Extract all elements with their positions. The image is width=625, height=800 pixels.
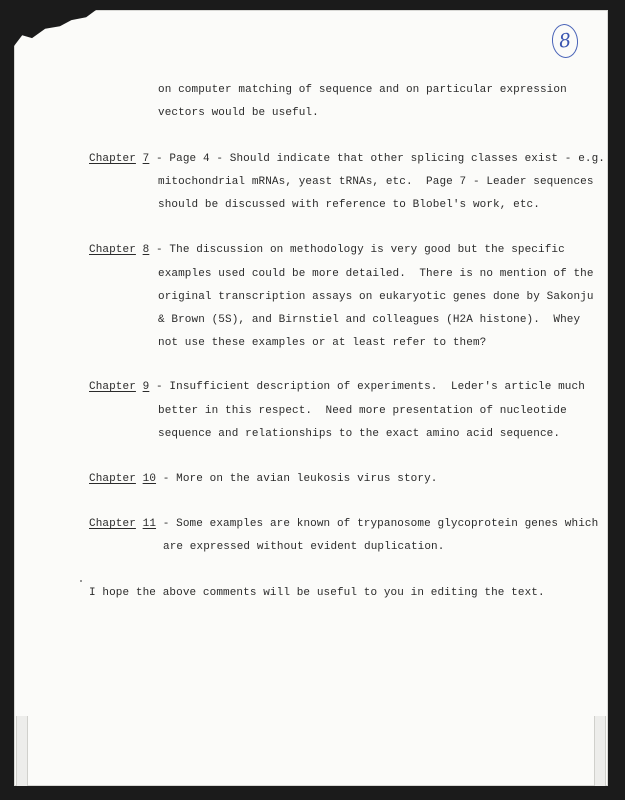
intro-line-1: on computer matching of sequence and on particular expression	[158, 84, 567, 96]
chapter-number: 7	[142, 153, 150, 165]
chapter-line: - Some examples are known of trypanosome glycoprotein genes which	[162, 518, 599, 530]
chapter-number: 10	[142, 473, 157, 485]
chapter-label: Chapter	[89, 244, 136, 256]
chapter-line: sequence and relationships to the exact amino acid sequence.	[158, 428, 561, 440]
chapter-line: - Page 4 - Should indicate that other splicing classes exist - e.g.	[156, 153, 606, 165]
chapter-number: 9	[142, 381, 150, 393]
chapter-line: & Brown (5S), and Birnstiel and colleagues (H2A histone). Whey	[158, 314, 581, 326]
chapter-number: 8	[142, 244, 150, 256]
chapter-label: Chapter	[89, 153, 136, 165]
paper-sheet	[14, 10, 608, 786]
chapter-10-heading	[89, 473, 437, 485]
chapter-11-heading	[89, 518, 598, 530]
binder-tab-right	[594, 716, 606, 786]
chapter-line: - Insufficient description of experiments. Leder's article much	[156, 381, 585, 393]
chapter-line: examples used could be more detailed. There is no mention of the	[158, 268, 594, 280]
closing-line: I hope the above comments will be useful to you in editing the text.	[89, 587, 545, 599]
chapter-line: - The discussion on methodology is very good but the specific	[156, 244, 565, 256]
chapter-label: Chapter	[89, 381, 136, 393]
chapter-line: better in this respect. Need more presentation of nucleotide	[158, 405, 567, 417]
chapter-number: 11	[142, 518, 157, 530]
intro-line-2: vectors would be useful.	[158, 107, 319, 119]
chapter-8-heading	[89, 244, 565, 256]
binder-tab-left	[16, 716, 28, 786]
chapter-line: not use these examples or at least refer to them?	[158, 337, 487, 349]
torn-corner	[14, 10, 96, 46]
chapter-7-heading	[89, 153, 605, 165]
chapter-line: mitochondrial mRNAs, yeast tRNAs, etc. Page 7 - Leader sequences	[158, 176, 594, 188]
chapter-label: Chapter	[89, 473, 136, 485]
chapter-label: Chapter	[89, 518, 136, 530]
page-number-circled: 8	[550, 23, 579, 60]
chapter-9-heading	[89, 381, 585, 393]
paper-speck	[80, 580, 82, 582]
chapter-line: original transcription assays on eukaryotic genes done by Sakonju	[158, 291, 594, 303]
chapter-line: - More on the avian leukosis virus story.	[162, 473, 438, 485]
chapter-line: should be discussed with reference to Blobel's work, etc.	[158, 199, 540, 211]
chapter-line: are expressed without evident duplication.	[163, 541, 445, 553]
